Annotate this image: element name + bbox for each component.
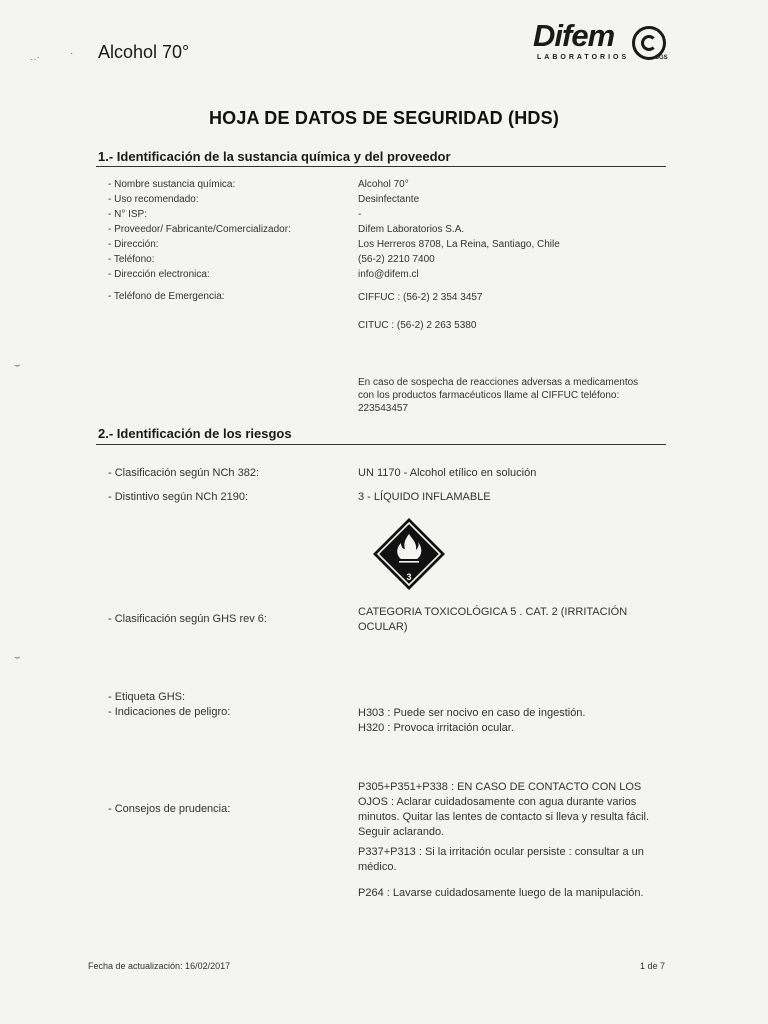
value-telefono: (56-2) 2210 7400: [358, 254, 435, 265]
label-uso: - Uso recomendado:: [108, 194, 199, 205]
section-2-title: 2.- Identificación de los riesgos: [98, 426, 292, 441]
scan-mark: ⌣: [14, 652, 21, 663]
logo-sgs-mark: SGS: [655, 55, 668, 61]
value-direccion: Los Herreros 8708, La Reina, Santiago, Chile: [358, 239, 560, 250]
logo-subtitle: LABORATORIOS: [537, 54, 630, 61]
label-email: - Dirección electronica:: [108, 269, 210, 280]
page-number: 1 de 7: [640, 961, 666, 971]
scan-mark: ‥·: [30, 52, 41, 63]
value-isp: -: [358, 209, 362, 220]
update-date: Fecha de actualización: 16/02/2017: [88, 961, 231, 971]
flammable-liquid-diamond-icon: [373, 518, 445, 590]
document-title: HOJA DE DATOS DE SEGURIDAD (HDS): [208, 108, 560, 128]
scan-mark: ·: [70, 48, 74, 59]
note-line-2: con los productos farmacéuticos llame al CIFFUC teléfono:: [358, 390, 620, 401]
label-emergencia: - Teléfono de Emergencia:: [108, 291, 225, 302]
value-cituc: CITUC : (56-2) 2 263 5380: [358, 320, 477, 331]
label-proveedor: - Proveedor/ Fabricante/Comercializador:: [108, 224, 291, 235]
value-email: info@difem.cl: [358, 269, 419, 280]
label-etiqueta-ghs: - Etiqueta GHS:: [108, 691, 186, 703]
value-ghs-line-2: OCULAR): [358, 621, 408, 633]
p305-statement: P305+P351+P338 : EN CASO DE CONTACTO CON LOS OJOS : Aclarar cuidadosamente con agua durante varios minutos. Quitar las lentes de contacto si lleva y resulta fácil. Seguir aclarando.: [358, 781, 650, 838]
h320-statement: H320 : Provoca irritación ocular.: [358, 722, 514, 734]
label-nch382: - Clasificación según NCh 382:: [108, 467, 260, 479]
h303-statement: H303 : Puede ser nocivo en caso de ingestión.: [358, 707, 586, 719]
p264-statement: P264 : Lavarse cuidadosamente luego de la manipulación.: [358, 887, 644, 899]
product-title: Alcohol 70°: [98, 42, 190, 62]
p337-statement: P337+P313 : Si la irritación ocular persiste : consultar a un médico.: [358, 846, 644, 873]
svg-text:3: 3: [406, 572, 412, 582]
value-ciffuc: CIFFUC : (56-2) 2 354 3457: [358, 292, 483, 303]
scan-mark: ⌣: [14, 360, 21, 371]
section-1-divider: [96, 166, 666, 167]
value-ghs-line-1: CATEGORIA TOXICOLÓGICA 5 . CAT. 2 (IRRITACIÓN: [358, 606, 628, 618]
label-ghs: - Clasificación según GHS rev 6:: [108, 613, 267, 625]
difem-logo: [533, 18, 683, 68]
section-1-title: 1.- Identificación de la sustancia química y del proveedor: [98, 149, 451, 164]
label-isp: - N° ISP:: [108, 209, 148, 220]
label-indicaciones-peligro: - Indicaciones de peligro:: [108, 706, 231, 718]
value-nch2190: 3 - LÍQUIDO INFLAMABLE: [358, 491, 491, 503]
note-line-1: En caso de sospecha de reacciones adversas a medicamentos: [358, 377, 639, 388]
label-nombre: - Nombre sustancia química:: [108, 179, 236, 190]
section-2-divider: [96, 444, 666, 445]
label-direccion: - Dirección:: [108, 239, 159, 250]
logo-wordmark: Difem: [533, 18, 615, 53]
label-nch2190: - Distintivo según NCh 2190:: [108, 491, 249, 503]
value-uso: Desinfectante: [358, 194, 420, 205]
label-consejos-prudencia: - Consejos de prudencia:: [108, 803, 231, 815]
value-proveedor: Difem Laboratorios S.A.: [358, 224, 465, 235]
note-line-3: 223543457: [358, 403, 409, 414]
value-nombre: Alcohol 70°: [358, 179, 409, 190]
label-telefono: - Teléfono:: [108, 254, 155, 265]
value-nch382: UN 1170 - Alcohol etílico en solución: [358, 467, 537, 479]
